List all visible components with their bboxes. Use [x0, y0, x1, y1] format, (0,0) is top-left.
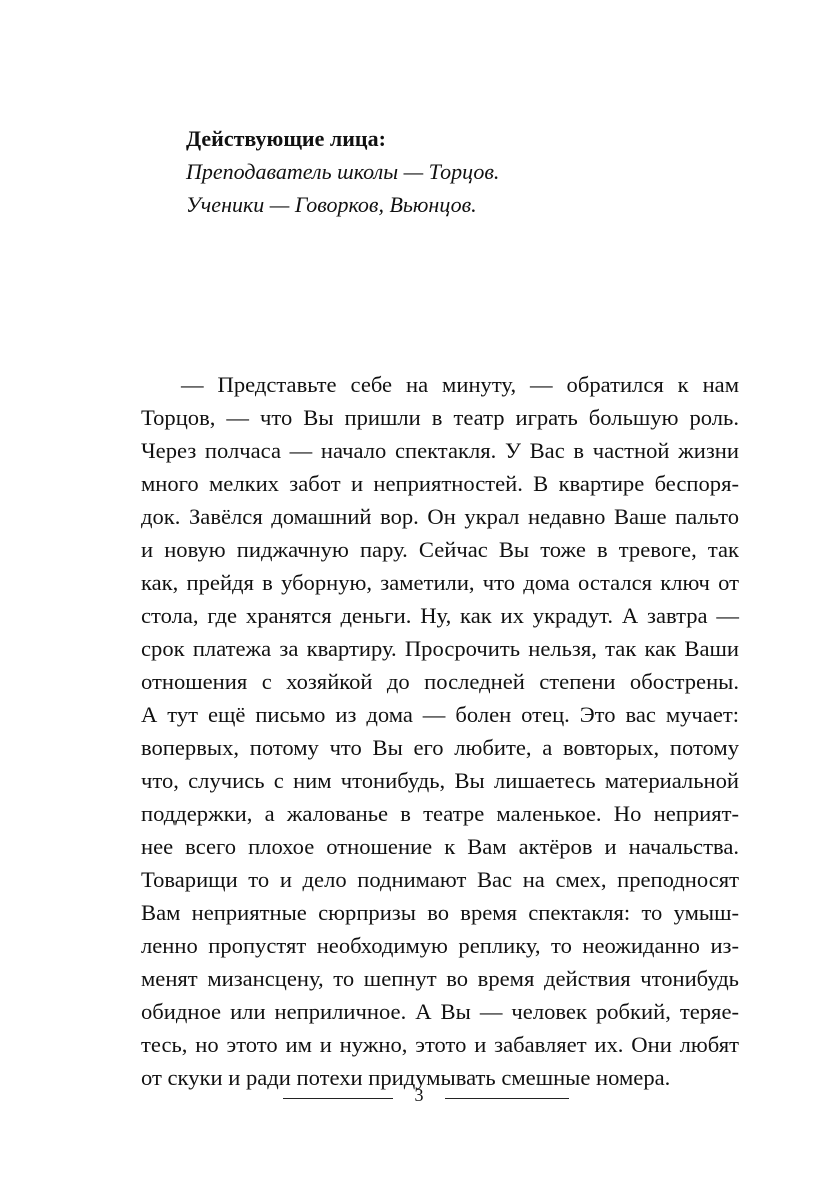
text-line: Торцов, — что Вы пришли в театр играть большую роль. — [141, 405, 739, 430]
text-line: Через полчаса — начало спектакля. У Вас в частной жизни — [141, 438, 739, 463]
text-line: как, прейдя в уборную, заметили, что дома остался ключ от — [141, 570, 739, 595]
text-line: много мелких забот и неприятностей. В квартире беспоря- — [141, 471, 739, 496]
page-number: 3 — [414, 1085, 424, 1105]
cast-list — [186, 122, 746, 221]
cast-line-students: Ученики — Говорков, Вьюнцов. — [186, 192, 477, 217]
text-line: поддержки, а жалованье в театре маленькое. Но неприят- — [141, 801, 739, 826]
text-line: что, случись с ним чтонибудь, Вы лишаетесь материальной — [141, 768, 739, 793]
text-line: ленно пропустят необходимую реплику, то неожиданно из- — [141, 933, 739, 958]
text-line: обидное или неприличное. А Вы — человек робкий, теряе- — [141, 999, 739, 1024]
text-line: А тут ещё письмо из дома — болен отец. Это вас мучает: — [141, 702, 739, 727]
text-line: тесь, но этото им и нужно, этото и забавляет их. Они любят — [141, 1032, 739, 1057]
text-line: вопервых, потому что Вы его любите, а вовторых, потому — [141, 735, 739, 760]
text-line: Товарищи то и дело поднимают Вас на смех, преподносят — [141, 867, 739, 892]
text-line: док. Завёлся домашний вор. Он украл недавно Ваше пальто — [141, 504, 739, 529]
text-line: — Представьте себе на минуту, — обратился к нам — [181, 372, 739, 397]
text-line: нее всего плохое отношение к Вам актёров и начальства. — [141, 834, 739, 859]
cast-heading: Действующие лица: — [186, 126, 386, 151]
page-footer — [283, 1082, 569, 1108]
text-line: срок платежа за квартиру. Просрочить нельзя, так как Ваши — [141, 636, 739, 661]
text-line: от скуки и ради потехи придумывать смешные номера. — [141, 1065, 671, 1090]
text-line: отношения с хозяйкой до последней степени обострены. — [141, 669, 739, 694]
cast-line-teacher: Преподаватель школы — Торцов. — [186, 159, 500, 184]
footer-rule-left — [283, 1098, 393, 1099]
text-line: менят мизансцену, то шепнут во время действия чтонибудь — [141, 966, 739, 991]
body-paragraph — [141, 368, 739, 1094]
text-line: и новую пиджачную пару. Сейчас Вы тоже в тревоге, так — [141, 537, 739, 562]
text-line: стола, где хранятся деньги. Ну, как их украдут. А завтра — — [141, 603, 739, 628]
text-line: Вам неприятные сюрпризы во время спектакля: то умыш- — [141, 900, 739, 925]
footer-rule-right — [445, 1098, 569, 1099]
